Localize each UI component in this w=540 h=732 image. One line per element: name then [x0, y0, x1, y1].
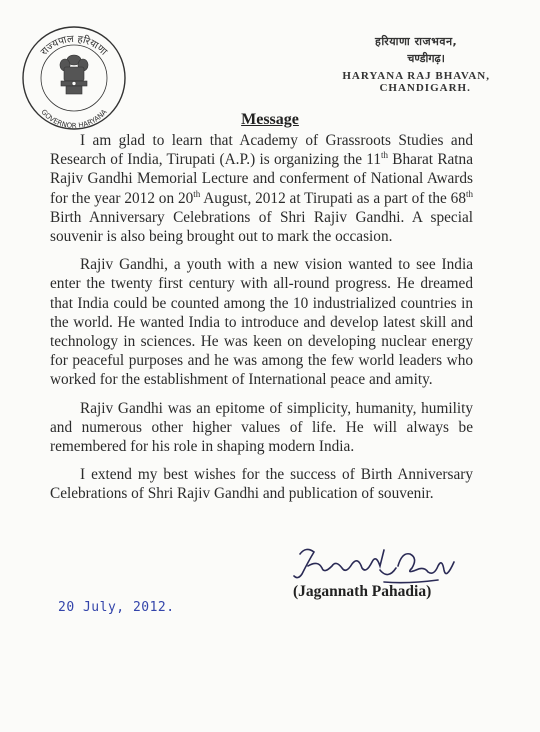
letterhead-hindi-line2: चण्डीगढ़। [407, 52, 445, 65]
paragraph-1 [50, 131, 473, 246]
svg-text:राज्यपाल हरियाणा [39, 34, 109, 58]
handwritten-date: 20 July, 2012. [58, 600, 175, 615]
letterhead [342, 34, 490, 94]
letterhead-english-line1: HARYANA RAJ BHAVAN, [342, 70, 490, 82]
message-body [50, 131, 473, 513]
paragraph-2: Rajiv Gandhi, a youth with a new vision wanted to see India enter the twenty first century with all-round progress. He dreamed that India could be counted among the 10 industrialized countries in the world. He wanted India to introduce and develop latest skill and technology in sciences. He was keen on developing nuclear energy for peaceful purposes and he was among the few world leaders who worked for the establishment of International peace and amity. [50, 256, 473, 389]
paragraph-3: Rajiv Gandhi was an epitome of simplicity, humanity, humility and numerous other higher values of life. He will always be remembered for his role in shaping modern India. [50, 399, 473, 456]
letterhead-english-line2: CHANDIGARH. [379, 82, 471, 94]
p1-text-a: I am glad to learn that Academy of Grassroots Studies and Research of India, Tirupati (A.P.) is organizing the 11 [50, 132, 473, 169]
signatory-name: (Jagannath Pahadia) [293, 583, 432, 600]
p1-sup-2: th [193, 188, 201, 199]
seal-bottom-text: GOVERNOR HARYANA [39, 108, 109, 131]
p1-text-d: Birth Anniversary Celebrations of Shri Rajiv Gandhi. A special souvenir is also being brought out to mark the occasion. [50, 208, 473, 246]
seal-top-text: राज्यपाल हरियाणा [38, 33, 109, 58]
paragraph-4: I extend my best wishes for the success of Birth Anniversary Celebrations of Shri Rajiv Gandhi and publication of souvenir. [50, 466, 473, 503]
message-title: Message [241, 111, 299, 128]
p1-text-c: August, 2012 at Tirupati as a part of the 68 [200, 189, 466, 207]
p1-sup-1: th [381, 150, 389, 161]
letterhead-hindi-line1: हरियाणा राजभवन, [375, 35, 458, 48]
p1-text-b: Bharat Ratna Rajiv Gandhi Memorial Lecture and conferment of National Awards for the year 2012 on 20 [50, 151, 473, 207]
p1-sup-3: th [465, 188, 473, 199]
